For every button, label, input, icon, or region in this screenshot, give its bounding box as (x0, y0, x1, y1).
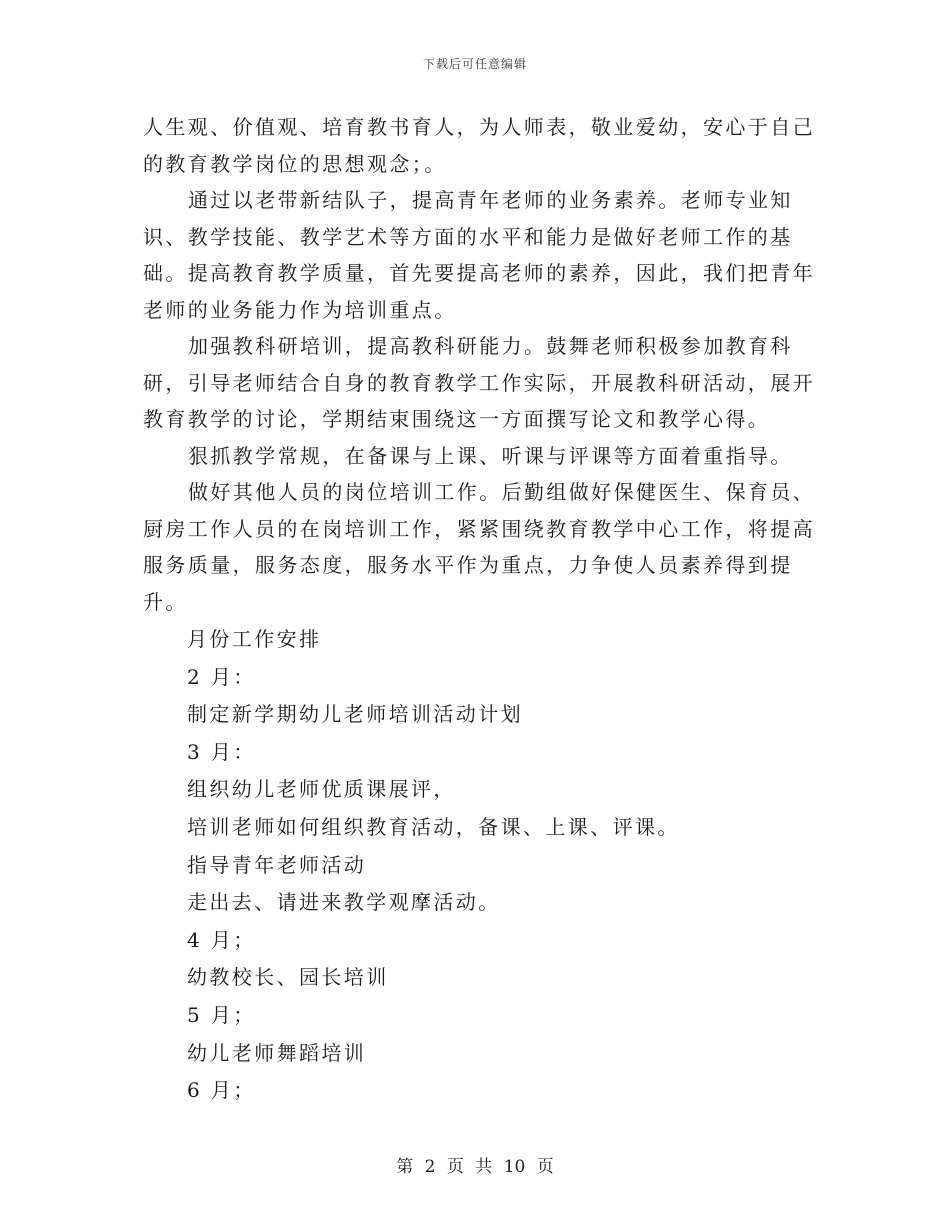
schedule-line: 6 月； (187, 1078, 256, 1103)
paragraph-1: 人生观、价值观、培育教书育人，为人师表，敬业爱幼，安心于自己的教育教学岗位的思想观念；。 (143, 115, 815, 176)
schedule-line: 培训老师如何组织教育活动，备课、上课、评课。 (187, 814, 680, 839)
schedule-line: 幼教校长、园长培训 (187, 965, 389, 990)
paragraph-3: 加强教科研培训，提高教科研能力。鼓舞老师积极参加教育科研，引导老师结合自身的教育教学工作实际，开展教科研活动，展开教育教学的讨论，学期结束围绕这一方面撰写论文和教学心得。 (143, 334, 815, 431)
monthly-schedule (187, 621, 807, 1110)
schedule-line: 走出去、请进来教学观摩活动。 (187, 890, 501, 915)
schedule-line: 指导青年老师活动 (187, 852, 367, 877)
schedule-line: 幼儿老师舞蹈培训 (187, 1040, 367, 1065)
schedule-line: 5 月； (187, 1002, 256, 1027)
schedule-line: 3 月： (187, 739, 256, 764)
paragraph-2: 通过以老带新结队子，提高青年老师的业务素养。老师专业知识、教学技能、教学艺术等方面的水平和能力是做好老师工作的基础。提高教育教学质量，首先要提高老师的素养，因此，我们把青年老师的业务能力作为培训重点。 (143, 188, 815, 322)
paragraph-5: 做好其他人员的岗位培训工作。后勤组做好保健医生、保育员、厨房工作人员的在岗培训工作，紧紧围绕教育教学中心工作，将提高服务质量，服务态度，服务水平作为重点，力争使人员素养得到提升。 (143, 480, 816, 614)
schedule-line: 4 月； (187, 927, 256, 952)
schedule-line: 2 月： (187, 664, 256, 689)
body-text (143, 109, 823, 620)
schedule-line: 组织幼儿老师优质课展评， (187, 777, 456, 802)
paragraph-4: 狠抓教学常规，在备课与上课、听课与评课等方面着重指导。 (188, 443, 793, 468)
page-footer: 第 2 页 共 10 页 (396, 1157, 554, 1177)
schedule-line: 制定新学期幼儿老师培训活动计划 (187, 702, 523, 727)
page-header: 下载后可任意编辑 (422, 57, 527, 71)
schedule-title: 月份工作安排 (187, 627, 322, 651)
